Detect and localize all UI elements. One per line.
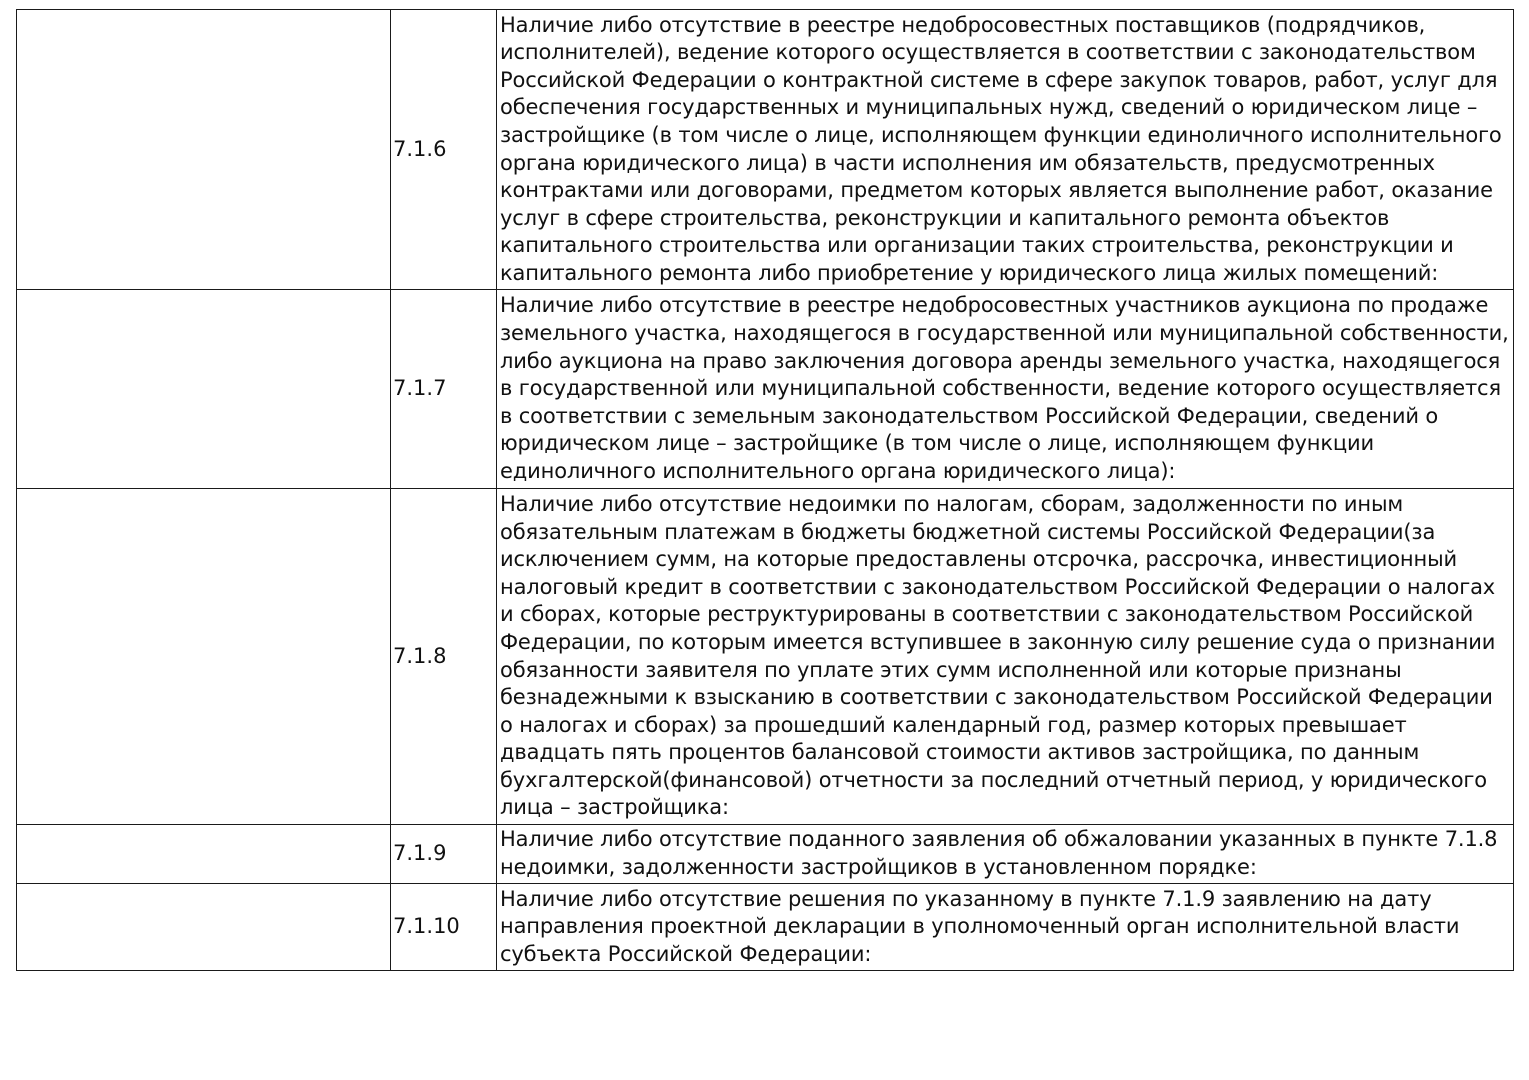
empty-cell xyxy=(17,825,391,884)
item-text: Наличие либо отсутствие в реестре недобросовестных участников аукциона по продаже земельного участка, находящегося в государственной или муниципальной собственности, либо аукциона на право заключения договора аренды земельного участка, находящегося в государственной или муниципальной собственности, ведение которого осуществляется в соответствии с земельным законодательством Российской Федерации, сведений о юридическом лице – застройщике (в том числе о лице, исполняющем функции единоличного исполнительного органа юридического лица): xyxy=(497,290,1514,489)
item-number: 7.1.8 xyxy=(391,489,497,825)
item-number: 7.1.7 xyxy=(391,290,497,489)
empty-cell xyxy=(17,884,391,971)
item-number: 7.1.6 xyxy=(391,10,497,290)
table-row xyxy=(17,884,1514,971)
empty-cell xyxy=(17,290,391,489)
item-number: 7.1.9 xyxy=(391,825,497,884)
item-text: Наличие либо отсутствие поданного заявления об обжаловании указанных в пункте 7.1.8 недоимки, задолженности застройщиков в установленном порядке: xyxy=(497,825,1514,884)
empty-cell xyxy=(17,10,391,290)
empty-cell xyxy=(17,489,391,825)
item-text: Наличие либо отсутствие решения по указанному в пункте 7.1.9 заявлению на дату направления проектной декларации в уполномоченный орган исполнительной власти субъекта Российской Федерации: xyxy=(497,884,1514,971)
item-text: Наличие либо отсутствие недоимки по налогам, сборам, задолженности по иным обязательным платежам в бюджеты бюджетной системы Российской Федерации(за исключением сумм, на которые предоставлены отсрочка, рассрочка, инвестиционный налоговый кредит в соответствии с законодательством Российской Федерации о налогах и сборах, которые реструктурированы в соответствии с законодательством Российской Федерации, по которым имеется вступившее в законную силу решение суда о признании обязанности заявителя по уплате этих сумм исполненной или которые признаны безнадежными к взысканию в соответствии с законодательством Российской Федерации о налогах и сборах) за прошедший календарный год, размер которых превышает двадцать пять процентов балансовой стоимости активов застройщика, по данным бухгалтерской(финансовой) отчетности за последний отчетный период, у юридического лица – застройщика: xyxy=(497,489,1514,825)
table-row xyxy=(17,290,1514,489)
table-row xyxy=(17,825,1514,884)
table-row xyxy=(17,10,1514,290)
item-text: Наличие либо отсутствие в реестре недобросовестных поставщиков (подрядчиков, исполнителей), ведение которого осуществляется в соответствии с законодательством Российской Федерации о контрактной системе в сфере закупок товаров, работ, услуг для обеспечения государственных и муниципальных нужд, сведений о юридическом лице – застройщике (в том числе о лице, исполняющем функции единоличного исполнительного органа юридического лица) в части исполнения им обязательств, предусмотренных контрактами или договорами, предметом которых является выполнение работ, оказание услуг в сфере строительства, реконструкции и капитального ремонта объектов капитального строительства или организации таких строительства, реконструкции и капитального ремонта либо приобретение у юридического лица жилых помещений: xyxy=(497,10,1514,290)
item-number: 7.1.10 xyxy=(391,884,497,971)
declaration-table xyxy=(16,9,1514,971)
table-row xyxy=(17,489,1514,825)
